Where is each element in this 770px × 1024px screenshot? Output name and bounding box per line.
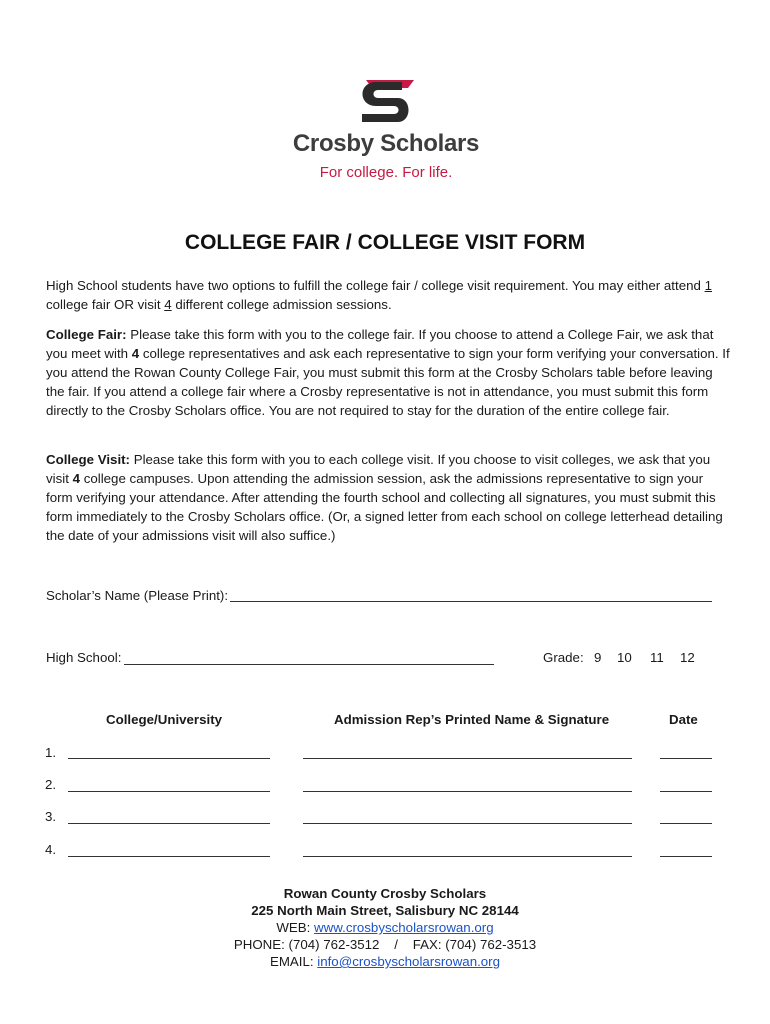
college-fair-paragraph — [46, 325, 730, 420]
college-fair-label: College Fair: — [46, 327, 127, 342]
crosby-scholars-logo — [286, 76, 486, 186]
college-fair-text: college representatives and ask each representative to sign your form verifying your conversation. If you attend the Rowan County College Fair, you must submit this form at the Crosby Scholars table before leaving the fair. If you attend a college fair where a Crosby representative is not in attendance, you must submit this form directly to the Crosby Scholars office. You are not required to stay for the duration of the entire college fair. — [46, 346, 730, 418]
college-field-2[interactable] — [68, 791, 270, 792]
date-field-2[interactable] — [660, 791, 712, 792]
intro-paragraph — [46, 276, 730, 314]
intro-fair-count: 1 — [704, 278, 712, 293]
logo-tagline: For college. For life. — [319, 164, 453, 181]
scholar-name-label: Scholar’s Name (Please Print): — [46, 588, 229, 603]
intro-text: different college admission sessions. — [171, 297, 392, 312]
column-header-date: Date — [669, 712, 698, 727]
college-visit-count: 4 — [72, 471, 81, 486]
high-school-field[interactable] — [124, 664, 494, 665]
college-field-1[interactable] — [68, 758, 270, 759]
row-number: 3. — [45, 809, 57, 824]
grade-option-10[interactable]: 10 — [617, 650, 632, 665]
intro-text: college fair OR visit — [46, 297, 165, 312]
intro-text: High School students have two options to fulfill the college fair / college visit requirement. You may either attend — [46, 278, 705, 293]
college-field-3[interactable] — [68, 823, 270, 824]
college-visit-text: college campuses. Upon attending the admission session, ask the admissions representative to sign your form verifying your attendance. After attending the fourth school and collecting all signatures, you must submit this form immediately to the Crosby Scholars office. (Or, a signed letter from each school on college letterhead detailing the date of your admissions visit will also suffice.) — [46, 471, 723, 543]
crosby-s-logo-mark — [358, 76, 420, 126]
college-visit-text: Please take this form with you to each college visit. If you choose to visit colleges, we ask that you visit — [46, 452, 711, 486]
column-header-college: College/University — [106, 712, 223, 727]
rep-signature-field-3[interactable] — [303, 823, 632, 824]
high-school-label: High School: — [46, 650, 122, 665]
rep-signature-field-1[interactable] — [303, 758, 632, 759]
rep-signature-field-4[interactable] — [303, 856, 632, 857]
date-field-3[interactable] — [660, 823, 712, 824]
scholar-name-field[interactable] — [230, 601, 712, 602]
date-field-1[interactable] — [660, 758, 712, 759]
footer-address: 225 North Main Street, Salisbury NC 28144 — [251, 903, 519, 918]
college-fair-text: Please take this form with you to the college fair. If you choose to attend a College Fair, we ask that you meet with — [46, 327, 714, 361]
row-number: 2. — [45, 777, 57, 792]
page-title: COLLEGE FAIR / COLLEGE VISIT FORM — [184, 231, 586, 254]
contact-footer — [0, 885, 770, 970]
intro-visit-count: 4 — [164, 297, 172, 312]
footer-org-name: Rowan County Crosby Scholars — [283, 886, 487, 901]
footer-email-label: EMAIL: — [269, 954, 318, 969]
footer-web-label: WEB: — [276, 920, 315, 935]
college-visit-paragraph — [46, 450, 730, 545]
footer-phone-fax: PHONE: (704) 762-3512 / FAX: (704) 762-3513 — [233, 937, 537, 952]
footer-email-line — [0, 953, 770, 970]
grade-label: Grade: — [543, 650, 584, 665]
college-fair-count: 4 — [131, 346, 140, 361]
grade-option-12[interactable]: 12 — [680, 650, 695, 665]
website-link[interactable]: www.crosbyscholarsrowan.org — [314, 920, 494, 935]
column-header-rep: Admission Rep’s Printed Name & Signature — [334, 712, 610, 727]
grade-option-11[interactable]: 11 — [650, 650, 664, 665]
grade-option-9[interactable]: 9 — [594, 650, 602, 665]
college-field-4[interactable] — [68, 856, 270, 857]
college-visit-label: College Visit: — [46, 452, 130, 467]
rep-signature-field-2[interactable] — [303, 791, 632, 792]
date-field-4[interactable] — [660, 856, 712, 857]
email-link[interactable]: info@crosbyscholarsrowan.org — [317, 954, 501, 969]
logo-wordmark: Crosby Scholars — [292, 130, 480, 157]
row-number: 4. — [45, 842, 57, 857]
row-number: 1. — [45, 745, 57, 760]
footer-web-line — [0, 919, 770, 936]
